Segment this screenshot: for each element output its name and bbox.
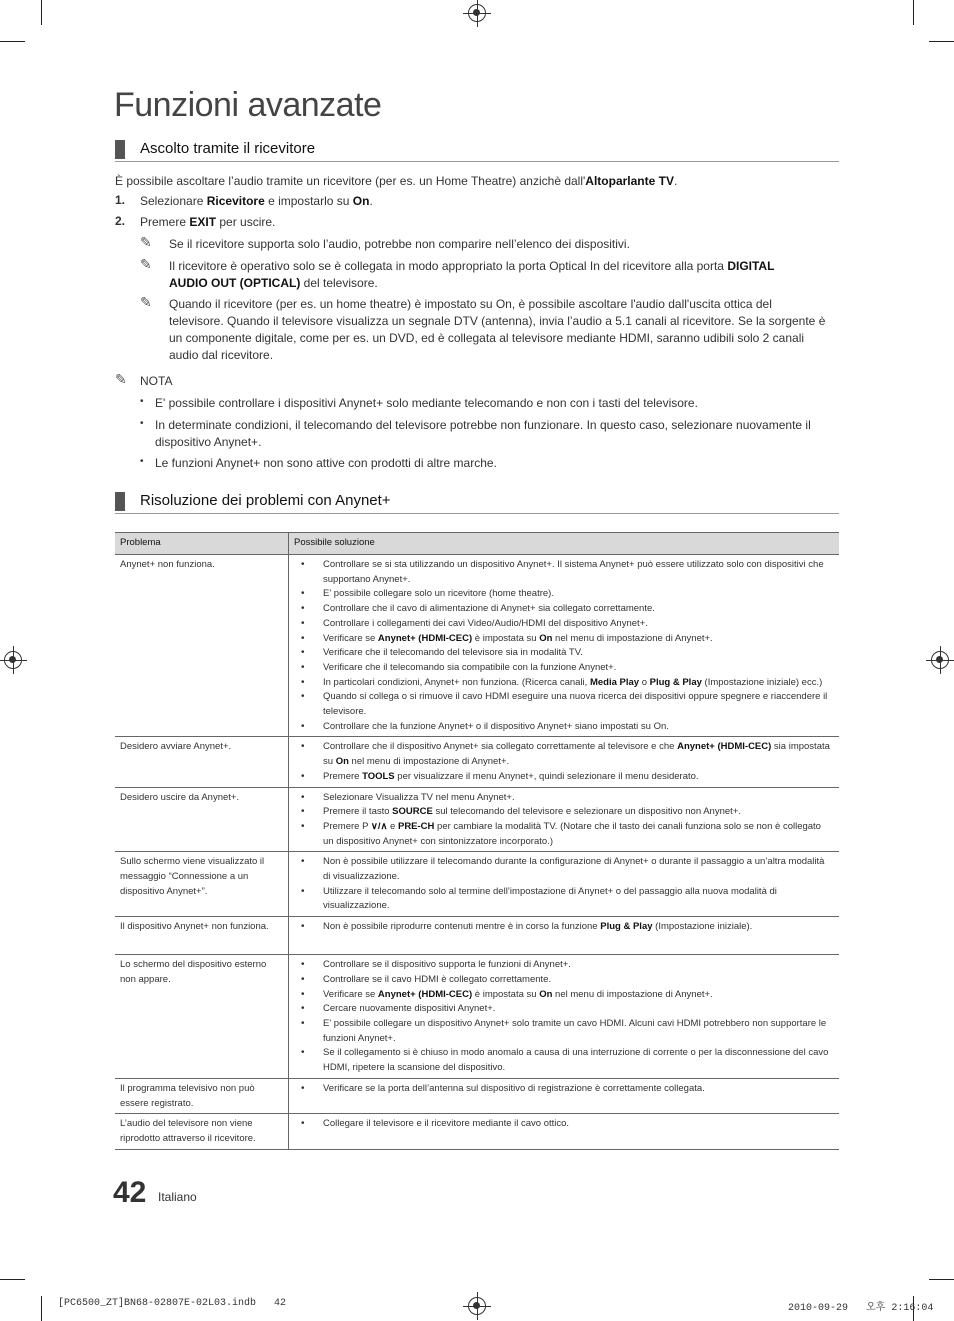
- problem-cell: Lo schermo del dispositivo esterno non appare.: [115, 955, 289, 1079]
- page-language: Italiano: [158, 1190, 197, 1204]
- table-header-row: [115, 533, 839, 555]
- print-file-name: [PC6500_ZT]BN68-02807E-02L03.indb 42: [58, 1298, 287, 1309]
- registration-mark-icon: [4, 651, 22, 669]
- solution-item: • Controllare se il cavo HDMI è collegato correttamente.: [318, 973, 834, 988]
- page-title: Funzioni avanzate: [114, 86, 382, 124]
- table-row: [115, 787, 839, 852]
- crop-mark: [929, 1279, 954, 1280]
- problem-cell: Il programma televisivo non può essere registrato.: [115, 1078, 289, 1113]
- solution-cell: [289, 955, 840, 1079]
- solution-item: • Premere P ∨/∧ e PRE-CH per cambiare la modalità TV. (Notare che il tasto dei canali funziona solo se non è collegato un dispositivo Anynet+ con sintonizzatore incorporato.): [318, 820, 834, 849]
- registration-mark-icon: [468, 4, 486, 22]
- solution-item: • Controllare che il dispositivo Anynet+ sia collegato correttamente al televisore e che Anynet+ (HDMI-CEC) sia impostata su On nel menu di impostazione di Anynet+.: [318, 740, 834, 769]
- problem-cell: Sullo schermo viene visualizzato il messaggio “Connessione a un dispositivo Anynet+”.: [115, 852, 289, 917]
- table-row: [115, 955, 839, 1079]
- solution-item: • Non è possibile utilizzare il telecomando durante la configurazione di Anynet+ o durante il passaggio a un’altra modalità di visualizzazione.: [318, 855, 834, 884]
- solution-item: • Utilizzare il telecomando solo al termine dell’impostazione di Anynet+ o del passaggio alla nuova modalità di visualizzazione.: [318, 885, 834, 914]
- section-heading: [115, 139, 839, 162]
- registration-mark-icon: [931, 651, 949, 669]
- intro-paragraph: È possibile ascoltare l’audio tramite un ricevitore (per es. un Home Theatre) anzichè dall'Altoparlante TV.: [115, 174, 678, 188]
- solution-cell: [289, 917, 840, 955]
- table-row: [115, 917, 839, 955]
- bullet-icon: •: [140, 456, 144, 467]
- pencil-note-icon: ✎: [140, 256, 152, 272]
- problem-cell: Desidero avviare Anynet+.: [115, 737, 289, 787]
- table-row: [115, 1078, 839, 1113]
- solution-cell: [289, 737, 840, 787]
- solution-cell: [289, 852, 840, 917]
- solution-item: • Controllare che il cavo di alimentazione di Anynet+ sia collegato correttamente.: [318, 602, 834, 617]
- solution-item: • Controllare che la funzione Anynet+ o il dispositivo Anynet+ siano impostati su On.: [318, 720, 834, 735]
- column-header: Problema: [115, 533, 289, 555]
- table-row: [115, 737, 839, 787]
- step-1: Selezionare Ricevitore e impostarlo su On.: [140, 194, 373, 208]
- solution-item: • Selezionare Visualizza TV nel menu Anynet+.: [318, 791, 834, 806]
- table-row: [115, 852, 839, 917]
- step-number: 2.: [115, 214, 126, 228]
- solution-item: • Verificare se Anynet+ (HDMI-CEC) è impostata su On nel menu di impostazione di Anynet+.: [318, 632, 834, 647]
- crop-mark: [41, 1296, 42, 1321]
- table-row: [115, 555, 839, 737]
- table-row: [115, 1114, 839, 1149]
- pencil-note-icon: ✎: [140, 234, 152, 250]
- solution-item: • Collegare il televisore e il ricevitore mediante il cavo ottico.: [318, 1117, 834, 1132]
- solution-item: • Non è possibile riprodurre contenuti mentre è in corso la funzione Plug & Play (Impostazione iniziale).: [318, 920, 834, 935]
- section-title: Risoluzione dei problemi con Anynet+: [140, 492, 391, 509]
- section-bar: [115, 492, 125, 511]
- solution-item: • Premere TOOLS per visualizzare il menu Anynet+, quindi selezionare il menu desiderato.: [318, 770, 834, 785]
- crop-mark: [0, 1279, 25, 1280]
- solution-item: • Verificare se Anynet+ (HDMI-CEC) è impostata su On nel menu di impostazione di Anynet+.: [318, 988, 834, 1003]
- step-2: Premere EXIT per uscire.: [140, 215, 276, 229]
- problem-cell: Desidero uscire da Anynet+.: [115, 787, 289, 852]
- section-heading: [115, 491, 839, 514]
- note-text: Il ricevitore è operativo solo se è collegata in modo appropriato la porta Optical In del ricevitore alla porta DIGITAL AUDIO OUT (OPTICAL) del televisore.: [169, 259, 775, 290]
- solution-cell: [289, 787, 840, 852]
- nota-bullet: In determinate condizioni, il telecomando del televisore potrebbe non funzionare. In questo caso, selezionare nuovamente il dispositivo Anynet+.: [155, 418, 811, 449]
- solution-item: • Controllare se si sta utilizzando un dispositivo Anynet+. Il sistema Anynet+ può essere utilizzato solo con dispositivi che supportano Anynet+.: [318, 558, 834, 587]
- page-number: 42: [113, 1176, 147, 1209]
- solution-item: • Controllare se il dispositivo supporta le funzioni di Anynet+.: [318, 958, 834, 973]
- crop-mark: [913, 0, 914, 25]
- troubleshooting-table: [115, 532, 839, 1150]
- solution-item: • Se il collegamento si è chiuso in modo anomalo a causa di una interruzione di corrente o per la disconnessione del cavo HDMI, ripetere la scansione del dispositivo.: [318, 1046, 834, 1075]
- problem-cell: Anynet+ non funziona.: [115, 555, 289, 737]
- solution-item: • E' possibile collegare un dispositivo Anynet+ solo tramite un cavo HDMI. Alcuni cavi HDMI potrebbero non supportare le funzioni Anynet+.: [318, 1017, 834, 1046]
- crop-mark: [41, 0, 42, 25]
- solution-item: • Controllare i collegamenti dei cavi Video/Audio/HDMI del dispositivo Anynet+.: [318, 617, 834, 632]
- channel-arrows-icon: ∨/∧: [370, 820, 388, 832]
- solution-item: • Verificare che il telecomando del televisore sia in modalità TV.: [318, 646, 834, 661]
- print-timestamp: 2010-09-29 오후 2:16:04: [788, 1303, 934, 1314]
- problem-cell: Il dispositivo Anynet+ non funziona.: [115, 917, 289, 955]
- problem-cell: L’audio del televisore non viene riprodotto attraverso il ricevitore.: [115, 1114, 289, 1149]
- solution-item: • In particolari condizioni, Anynet+ non funziona. (Ricerca canali, Media Play o Plug & Play (Impostazione iniziale) ecc.): [318, 676, 834, 691]
- note-text: Quando il ricevitore (per es. un home theatre) è impostato su On, è possibile ascoltare l'audio dall'uscita ottica del televisore. Quando il televisore visualizza un segnale DTV (antenna), invia l’audio a 5.1 canali al ricevitore. Se la sorgente è un componente digitale, come per es. un DVD, ed è collegata al televisore mediante HDMI, saranno udibili solo 2 canali audio dal ricevitore.: [169, 297, 826, 362]
- step-number: 1.: [115, 193, 126, 207]
- nota-label: NOTA: [140, 374, 173, 388]
- registration-mark-icon: [468, 1297, 486, 1315]
- section-title: Ascolto tramite il ricevitore: [140, 140, 316, 157]
- solution-item: • Verificare che il telecomando sia compatibile con la funzione Anynet+.: [318, 661, 834, 676]
- solution-item: • E' possibile collegare solo un ricevitore (home theatre).: [318, 587, 834, 602]
- solution-item: • Cercare nuovamente dispositivi Anynet+.: [318, 1002, 834, 1017]
- pencil-note-icon: ✎: [115, 371, 127, 387]
- nota-bullet: E' possibile controllare i dispositivi Anynet+ solo mediante telecomando e non con i tasti del televisore.: [155, 396, 698, 410]
- section-bar: [115, 140, 125, 159]
- pencil-note-icon: ✎: [140, 294, 152, 310]
- solution-item: • Verificare se la porta dell’antenna sul dispositivo di registrazione è correttamente collegata.: [318, 1082, 834, 1097]
- solution-cell: [289, 1114, 840, 1149]
- bullet-icon: •: [140, 396, 144, 407]
- solution-item: • Premere il tasto SOURCE sul telecomando del televisore e selezionare un dispositivo non Anynet+.: [318, 805, 834, 820]
- column-header: Possibile soluzione: [289, 533, 840, 555]
- solution-item: • Quando si collega o si rimuove il cavo HDMI eseguire una nuova ricerca dei dispositivi oppure spegnere e riaccendere il televisore.: [318, 690, 834, 719]
- solution-cell: [289, 1078, 840, 1113]
- nota-bullet: Le funzioni Anynet+ non sono attive con prodotti di altre marche.: [155, 456, 497, 470]
- crop-mark: [929, 41, 954, 42]
- crop-mark: [0, 41, 25, 42]
- solution-cell: [289, 555, 840, 737]
- note-text: Se il ricevitore supporta solo l’audio, potrebbe non comparire nell’elenco dei dispositivi.: [169, 237, 630, 251]
- bullet-icon: •: [140, 418, 144, 429]
